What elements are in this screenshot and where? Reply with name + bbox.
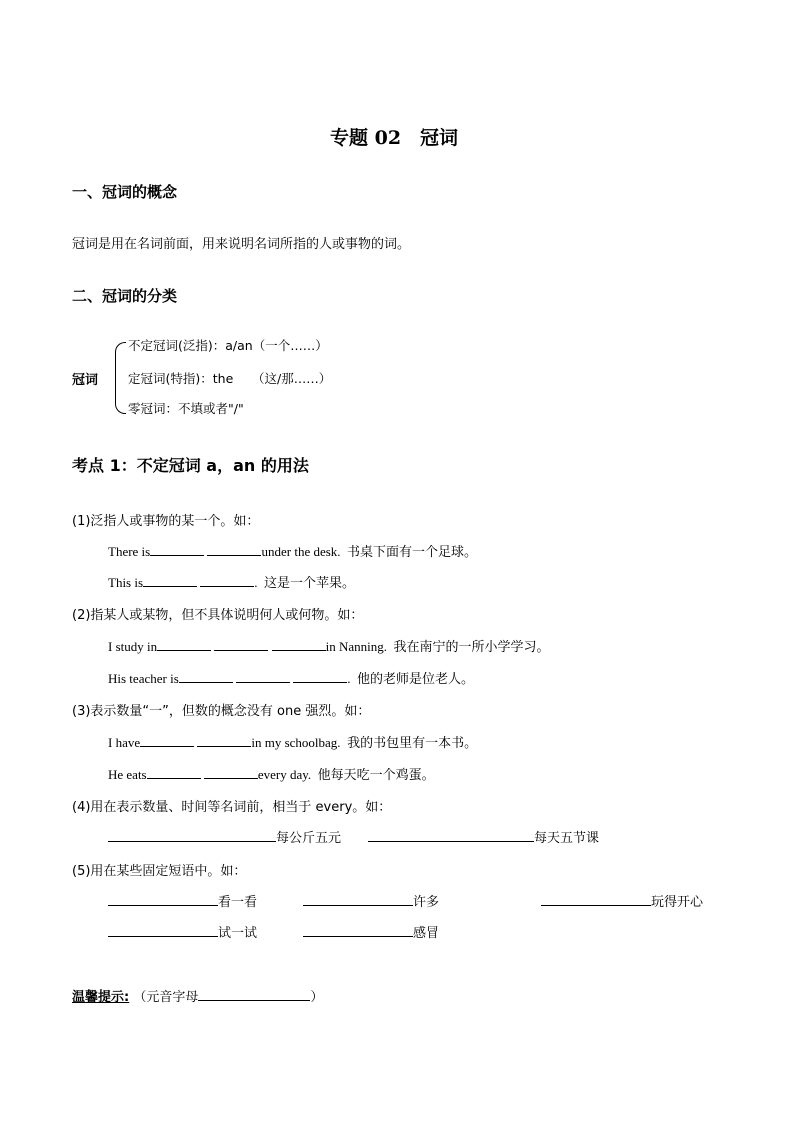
section-heading-concept: 一、冠词的概念: [72, 183, 178, 201]
phrase-4-1: 每公斤五元: [108, 827, 341, 846]
answer-blank[interactable]: [157, 638, 211, 651]
rule-label-2: (2)指某人或某物，但不具体说明何人或何物。如：: [72, 608, 364, 623]
point-heading: 考点 1：不定冠词 a，an 的用法: [72, 456, 309, 475]
phrase-4-2: 每天五节课: [368, 827, 599, 846]
example-2-2: His teacher is . 他的老师是位老人。: [108, 671, 475, 687]
example-1-2: This is . 这是一个苹果。: [108, 575, 356, 591]
class-item-definite: 定冠词(特指)：the （这/那……）: [128, 371, 332, 386]
example-2-1: I study in in Nanning. 我在南宁的一所小学学习。: [108, 639, 550, 655]
example-3-1: I have in my schoolbag. 我的书包里有一本书。: [108, 735, 478, 751]
answer-blank[interactable]: [179, 670, 233, 683]
rule-label-4: (4)用在表示数量、时间等名词前，相当于 every。如：: [72, 800, 392, 815]
phrase-5-5: 感冒: [303, 922, 439, 941]
answer-blank[interactable]: [303, 893, 413, 906]
phrase-5-3: 玩得开心: [541, 891, 703, 910]
answer-blank[interactable]: [214, 638, 268, 651]
class-item-zero: 零冠词：不填或者"/": [128, 401, 244, 416]
answer-blank[interactable]: [541, 893, 651, 906]
section-heading-classification: 二、冠词的分类: [72, 287, 178, 305]
answer-blank[interactable]: [108, 893, 218, 906]
answer-blank[interactable]: [368, 829, 534, 842]
phrase-5-4: 试一试: [108, 922, 257, 941]
answer-blank[interactable]: [207, 543, 261, 556]
rule-label-5: (5)用在某些固定短语中。如：: [72, 864, 247, 879]
answer-blank[interactable]: [108, 924, 218, 937]
answer-blank[interactable]: [293, 670, 347, 683]
answer-blank[interactable]: [143, 574, 197, 587]
example-3-2: He eats every day. 他每天吃一个鸡蛋。: [108, 767, 435, 783]
tip-label: 温馨提示:: [72, 990, 130, 1005]
definition-text: 冠词是用在名词前面，用来说明名词所指的人或事物的词。: [72, 237, 411, 252]
answer-blank[interactable]: [198, 988, 310, 1001]
phrase-5-2: 许多: [303, 891, 439, 910]
rule-label-1: (1)泛指人或事物的某一个。如：: [72, 514, 260, 529]
class-item-indefinite: 不定冠词(泛指)：a/an（一个……）: [128, 338, 328, 353]
answer-blank[interactable]: [150, 543, 204, 556]
classification-brace: [115, 342, 126, 414]
answer-blank[interactable]: [147, 766, 201, 779]
warm-tip: 温馨提示: （元音字母 ）: [72, 990, 324, 1005]
answer-blank[interactable]: [303, 924, 413, 937]
classification-root: 冠词: [72, 373, 99, 388]
page-title: 专题 02 冠词: [330, 127, 459, 149]
answer-blank[interactable]: [200, 574, 254, 587]
phrase-5-1: 看一看: [108, 891, 257, 910]
rule-label-3: (3)表示数量“一”，但数的概念没有 one 强烈。如：: [72, 704, 371, 719]
answer-blank[interactable]: [140, 734, 194, 747]
example-1-1: There is under the desk. 书桌下面有一个足球。: [108, 544, 478, 560]
answer-blank[interactable]: [236, 670, 290, 683]
answer-blank[interactable]: [272, 638, 326, 651]
answer-blank[interactable]: [197, 734, 251, 747]
answer-blank[interactable]: [204, 766, 258, 779]
answer-blank[interactable]: [108, 829, 276, 842]
